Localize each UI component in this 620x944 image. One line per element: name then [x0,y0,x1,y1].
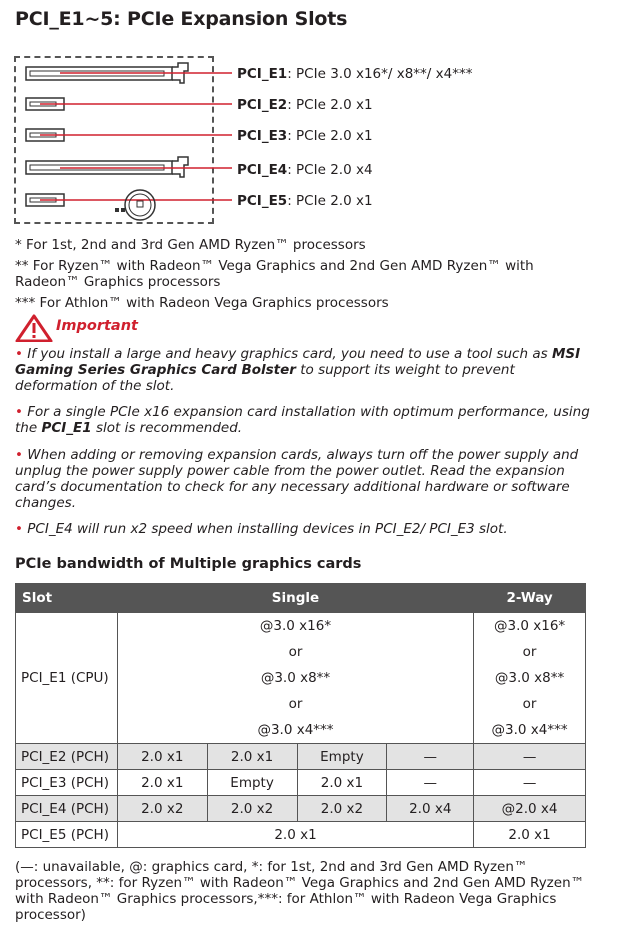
header-single: Single [117,584,473,613]
cell-slot: PCI_E1 (CPU) [16,613,118,744]
note-2: ** For Ryzen™ with Radeon™ Vega Graphics and 2nd Gen AMD Ryzen™ with Radeon™ Graphics processors [15,258,534,290]
cell: Empty [297,744,387,770]
cell: 2.0 x2 [207,796,297,822]
cell-single: 2.0 x1 [117,822,473,848]
slot-pci-e2-shape [26,98,232,110]
slot-pci-e4-shape [26,157,232,177]
note-3: *** For Athlon™ with Radeon Vega Graphics processors [15,295,389,311]
slot-label-pci-e5: PCI_E5: PCIe 2.0 x1 [237,193,373,209]
cell-slot: PCI_E5 (PCH) [16,822,118,848]
warning-icon [15,314,53,342]
table-row-pci-e5 [16,822,586,848]
note-1: * For 1st, 2nd and 3rd Gen AMD Ryzen™ processors [15,237,366,253]
cell-slot: PCI_E3 (PCH) [16,770,118,796]
cell: 2.0 x4 [387,796,474,822]
cell: @2.0 x4 [474,796,586,822]
slot-label-pci-e1: PCI_E1: PCIe 3.0 x16*/ x8**/ x4*** [237,66,473,82]
table-row-pci-e2 [16,744,586,770]
important-bullet-2: • For a single PCIe x16 expansion card installation with optimum performance, using the PCI_E1 slot is recommended. [15,404,590,436]
cell: Empty [207,770,297,796]
slot-pci-e5-shape [26,190,232,220]
cell: 2.0 x1 [297,770,387,796]
table-row-pci-e4 [16,796,586,822]
cell: — [387,770,474,796]
cell: — [474,770,586,796]
table-footnote: (—: unavailable, @: graphics card, *: for 1st, 2nd and 3rd Gen AMD Ryzen™ processors, **: for Ryzen™ with Radeon™ Vega Graphics and 2nd Gen AMD Ryzen™ with Radeon™ Graphics processors,***: for Athlon™ with Radeon Vega Graphics processor) [15,859,585,923]
slot-label-pci-e2: PCI_E2: PCIe 2.0 x1 [237,97,373,113]
cell: 2.0 x1 [117,770,207,796]
important-bullet-3: • When adding or removing expansion cards, always turn off the power supply and unplug the power supply power cable from the power outlet. Read the expansion card’s documentation to check for any necessary additional hardware or software changes. [15,447,579,511]
cell: 2.0 x2 [297,796,387,822]
cell-slot: PCI_E2 (PCH) [16,744,118,770]
important-bullet-4: • PCI_E4 will run x2 speed when installing devices in PCI_E2/ PCI_E3 slot. [15,521,508,537]
table-row-pci-e3 [16,770,586,796]
cell: — [474,744,586,770]
cell: 2.0 x1 [207,744,297,770]
cell-2way: @3.0 x16* or @3.0 x8** or @3.0 x4*** [474,613,586,744]
slot-pci-e1-shape [26,63,232,83]
table-header-row [16,584,586,613]
table-row-pci-e1 [16,613,586,744]
cell: 2.0 x2 [117,796,207,822]
cell: 2.0 x1 [117,744,207,770]
slot-label-pci-e3: PCI_E3: PCIe 2.0 x1 [237,128,373,144]
slot-pci-e3-shape [26,129,232,141]
table-title: PCIe bandwidth of Multiple graphics cards [15,556,362,572]
important-label: Important [56,318,138,334]
header-slot: Slot [16,584,118,613]
bandwidth-table [15,583,586,848]
cell: — [387,744,474,770]
slot-label-pci-e4: PCI_E4: PCIe 2.0 x4 [237,162,373,178]
header-2way: 2-Way [474,584,586,613]
important-bullet-1: • If you install a large and heavy graphics card, you need to use a tool such as MSI Gaming Series Graphics Card Bolster to support its weight to prevent deformation of the slot. [15,346,581,394]
cell-2way: 2.0 x1 [474,822,586,848]
cell-single: @3.0 x16* or @3.0 x8** or @3.0 x4*** [117,613,473,744]
page-title: PCI_E1~5: PCIe Expansion Slots [15,8,348,30]
cell-slot: PCI_E4 (PCH) [16,796,118,822]
